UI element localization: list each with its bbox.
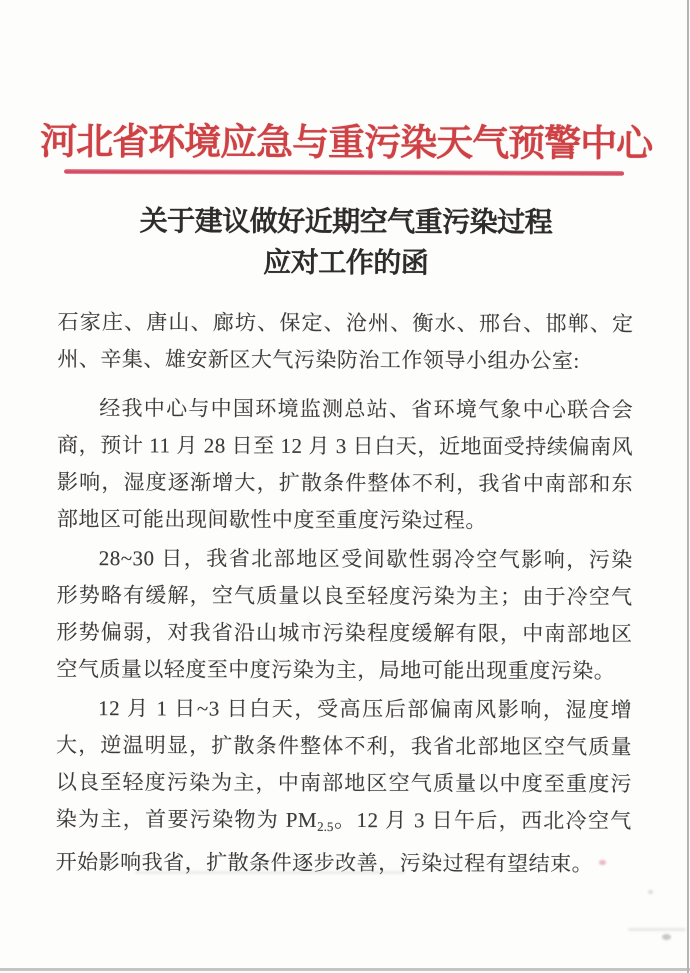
scan-speck-artifact: [648, 890, 653, 894]
recipients-salutation: 石家庄、唐山、廊坊、保定、沧州、衡水、邢台、邯郸、定州、辛集、雄安新区大气污染防治工作领导小组办公室:: [57, 309, 634, 373]
document-title-line2: 应对工作的函: [263, 247, 429, 280]
paragraph-dec1-3-text-after-subscript: 。12 月 3 日午后，西北冷空气开始影响我省，扩散条件逐步改善，污染过程有望结束。: [55, 807, 632, 876]
paragraph-dec1-3-text-before-subscript: 12 月 1 日~3 日白天，受高压后部偏南风影响，湿度增大，逆温明显，扩散条件整体不利，我省北部地区空气质量以良至轻度污染为主，中南部地区空气质量以中度至重度污染为主，首要污染物为 PM: [55, 696, 633, 832]
document-body: [56, 304, 634, 883]
page-bottom-edge-line: [0, 968, 690, 971]
document-title: [46, 201, 646, 285]
scan-smudge-artifact: [135, 871, 405, 874]
paragraph-forecast-overview: 经我中心与中国环境监测总站、省环境气象中心联合会商，预计 11 月 28 日至 12 月 3 日白天，近地面受持续偏南风影响，湿度逐渐增大，扩散条件整体不利，我省中南部和东部地区可能出现间歇性中度至重度污染过程。: [56, 396, 634, 533]
document-title-line1: 关于建议做好近期空气重污染过程: [139, 206, 553, 239]
letterhead-title: 河北省环境应急与重污染天气预警中心: [40, 121, 653, 166]
scan-speck-artifact: [599, 860, 606, 865]
paragraph-dec1-3: [56, 690, 633, 883]
scan-speck-artifact: [662, 934, 671, 940]
letterhead-divider-rule: [64, 169, 624, 176]
paragraph-nov28-30: 28~30 日，我省北部地区受间歇性弱冷空气影响，污染形势略有缓解，空气质量以良至轻度污染为主；由于冷空气形势偏弱，对我省沿山城市污染程度缓解有限，中南部地区空气质量以轻度至中度污染为主，局地可能出现重度污染。: [56, 546, 633, 683]
pm25-subscript: 2.5: [317, 818, 334, 834]
page-right-edge-line: [687, 0, 689, 973]
scan-smudge-artifact: [628, 928, 686, 931]
